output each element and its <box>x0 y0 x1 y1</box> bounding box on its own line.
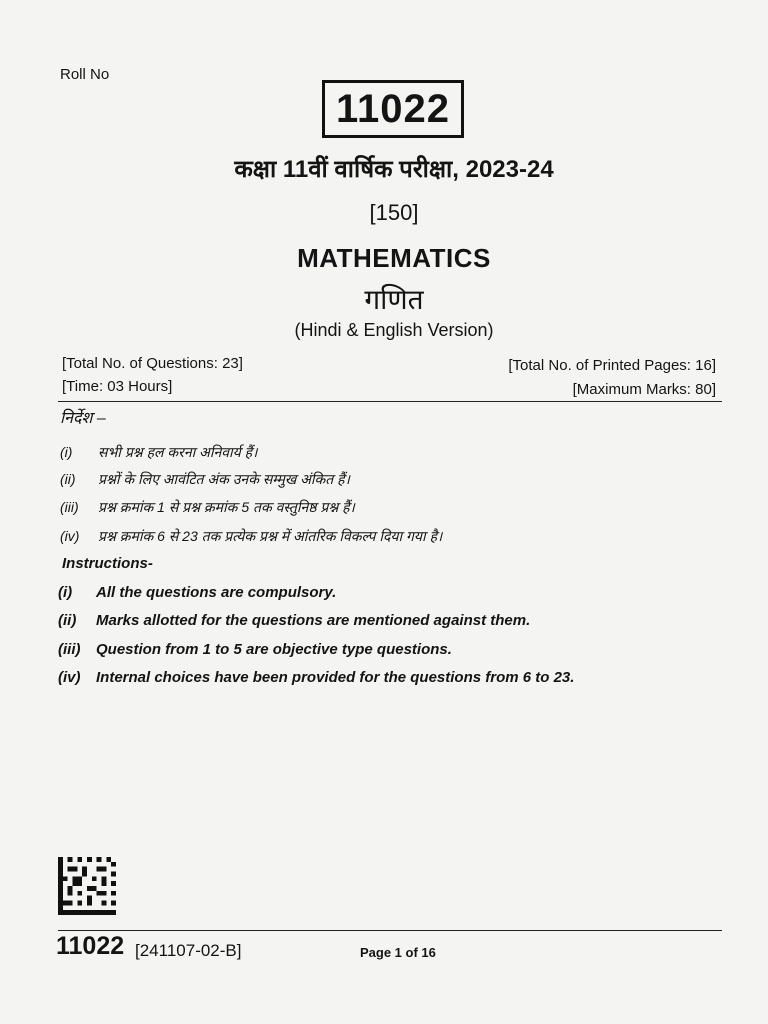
footer-divider <box>58 930 722 931</box>
hindi-instruction-item <box>60 498 355 517</box>
instructions-heading: Instructions- <box>62 555 153 572</box>
instruction-item <box>58 669 574 686</box>
version-label: (Hindi & English Version) <box>294 320 494 340</box>
item-text: सभी प्रश्न हल करना अनिवार्य हैं। <box>98 444 258 460</box>
item-text: Question from 1 to 5 are objective type questions. <box>96 641 452 658</box>
item-number: (ii) <box>58 612 77 629</box>
item-number: (ii) <box>60 471 76 487</box>
instruction-item <box>58 612 530 629</box>
item-text: All the questions are compulsory. <box>96 584 337 601</box>
item-text: Marks allotted for the questions are mentioned against them. <box>96 612 531 629</box>
total-questions: [Total No. of Questions: 23] <box>62 355 243 372</box>
footer-exam-code: 11022 <box>56 932 125 960</box>
hindi-instruction-item <box>60 443 257 462</box>
printed-pages: [Total No. of Printed Pages: 16] <box>508 357 716 374</box>
item-text: Internal choices have been provided for the questions from 6 to 23. <box>96 669 575 686</box>
item-number: (i) <box>60 444 73 460</box>
hindi-instruction-item <box>60 470 350 489</box>
item-text: प्रश्न क्रमांक 6 से 23 तक प्रत्येक प्रश्न में आंतरिक विकल्प दिया गया है। <box>98 528 443 544</box>
maximum-marks: [Maximum Marks: 80] <box>572 381 716 398</box>
item-text: प्रश्नों के लिए आवंटित अंक उनके सम्मुख अंकित हैं। <box>98 471 350 487</box>
time-allowed: [Time: 03 Hours] <box>62 378 173 395</box>
roll-number-label: Roll No <box>60 66 110 83</box>
page-number: Page 1 of 16 <box>360 945 436 960</box>
hindi-instructions-heading: निर्देश – <box>60 410 106 427</box>
subject-title-hindi: गणित <box>364 284 424 315</box>
hindi-instruction-item <box>60 527 442 546</box>
footer-sub-code: [241107-02-B] <box>135 941 242 960</box>
instruction-item <box>58 584 336 601</box>
item-number: (iii) <box>60 499 79 515</box>
item-number: (iv) <box>60 528 80 544</box>
item-number: (iv) <box>58 669 81 686</box>
exam-code-box: 11022 <box>322 80 464 138</box>
exam-title-hindi: कक्षा 11वीं वार्षिक परीक्षा, 2023-24 <box>234 156 554 183</box>
paper-code: [150] <box>369 200 419 225</box>
header-divider <box>58 401 722 402</box>
instruction-item <box>58 641 452 658</box>
item-number: (i) <box>58 584 73 601</box>
datamatrix-barcode-icon <box>58 857 116 915</box>
subject-title: MATHEMATICS <box>297 243 491 273</box>
item-text: प्रश्न क्रमांक 1 से प्रश्न क्रमांक 5 तक वस्तुनिष्ठ प्रश्न हैं। <box>98 499 355 515</box>
item-number: (iii) <box>58 641 81 658</box>
